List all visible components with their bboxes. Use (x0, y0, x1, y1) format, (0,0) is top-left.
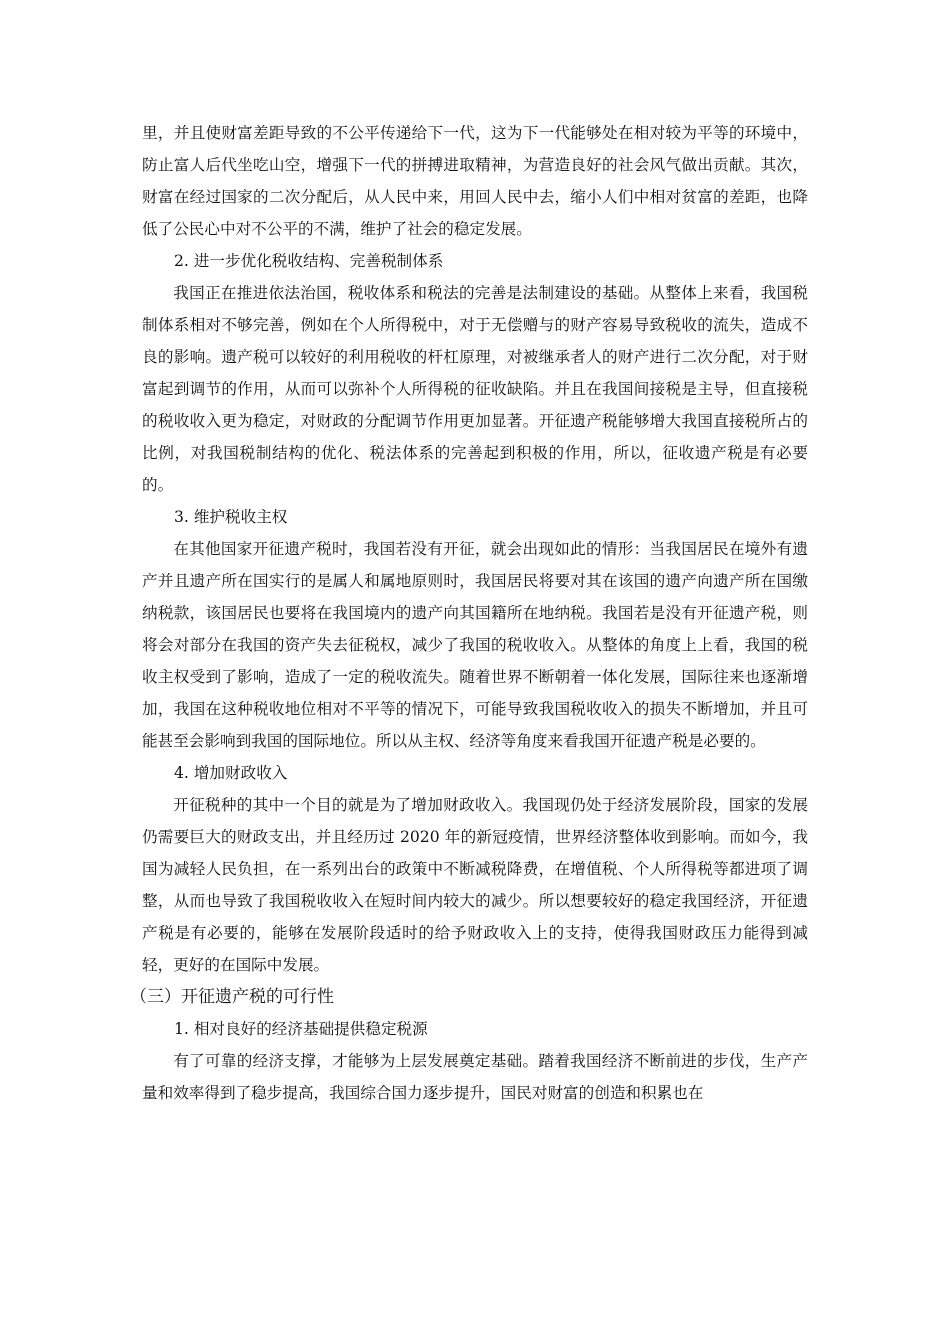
paragraph-equality: 里，并且使财富差距导致的不公平传递给下一代，这为下一代能够处在相对较为平等的环境中，防止富人后代坐吃山空，增强下一代的拼搏进取精神，为营造良好的社会风气做出贡献。其次，财富在经过国家的二次分配后，从人民中来，用回人民中去，缩小人们中相对贫富的差距，也降低了公民心中对不公平的不满，维护了社会的稳定发展。 (142, 124, 808, 238)
subheading-optimize-tax-structure: 2. 进一步优化税收结构、完善税制体系 (174, 252, 444, 270)
section-heading-feasibility: （三）开征遗产税的可行性 (130, 987, 334, 1007)
document-page (130, 117, 808, 1109)
paragraph-fiscal-revenue: 开征税种的其中一个目的就是为了增加财政收入。我国现仍处于经济发展阶段，国家的发展仍需要巨大的财政支出，并且经历过 2020 年的新冠疫情，世界经济整体收到影响。而如今，我国为减轻人民负担，在一系列出台的政策中不断减税降费，在增值税、个人所得税等都进项了调整，从而也导致了我国税收收入在短时间内较大的减少。所以想要较好的稳定我国经济，开征遗产税是有必要的，能够在发展阶段适时的给予财政收入上的支持，使得我国财政压力能得到减轻，更好的在国际中发展。 (142, 796, 808, 974)
paragraph-economic-foundation: 有了可靠的经济支撑，才能够为上层发展奠定基础。踏着我国经济不断前进的步伐，生产产量和效率得到了稳步提高，我国综合国力逐步提升，国民对财富的创造和积累也在 (142, 1052, 808, 1102)
paragraph-tax-sovereignty: 在其他国家开征遗产税时，我国若没有开征，就会出现如此的情形：当我国居民在境外有遗产并且遗产所在国实行的是属人和属地原则时，我国居民将要对其在该国的遗产向遗产所在国缴纳税款，该国居民也要将在我国境内的遗产向其国籍所在地纳税。我国若是没有开征遗产税，则将会对部分在我国的资产失去征税权，减少了我国的税收收入。从整体的角度上上看，我国的税收主权受到了影响，造成了一定的税收流失。随着世界不断朝着一体化发展，国际往来也逐渐增加，我国在这种税收地位相对不平等的情况下，可能导致我国税收收入的损失不断增加，并且可能甚至会影响到我国的国际地位。所以从主权、经济等角度来看我国开征遗产税是必要的。 (142, 540, 808, 750)
subheading-tax-sovereignty: 3. 维护税收主权 (174, 508, 288, 526)
paragraph-tax-system: 我国正在推进依法治国，税收体系和税法的完善是法制建设的基础。从整体上来看，我国税制体系相对不够完善，例如在个人所得税中，对于无偿赠与的财产容易导致税收的流失，造成不良的影响。遗产税可以较好的利用税收的杆杠原理，对被继承者人的财产进行二次分配，对于财富起到调节的作用，从而可以弥补个人所得税的征收缺陷。并且在我国间接税是主导，但直接税的税收收入更为稳定，对财政的分配调节作用更加显著。开征遗产税能够增大我国直接税所占的比例，对我国税制结构的优化、税法体系的完善起到积极的作用，所以，征收遗产税是有必要的。 (142, 284, 808, 494)
subheading-fiscal-revenue: 4. 增加财政收入 (174, 764, 288, 782)
subheading-economic-foundation: 1. 相对良好的经济基础提供稳定税源 (174, 1020, 428, 1038)
